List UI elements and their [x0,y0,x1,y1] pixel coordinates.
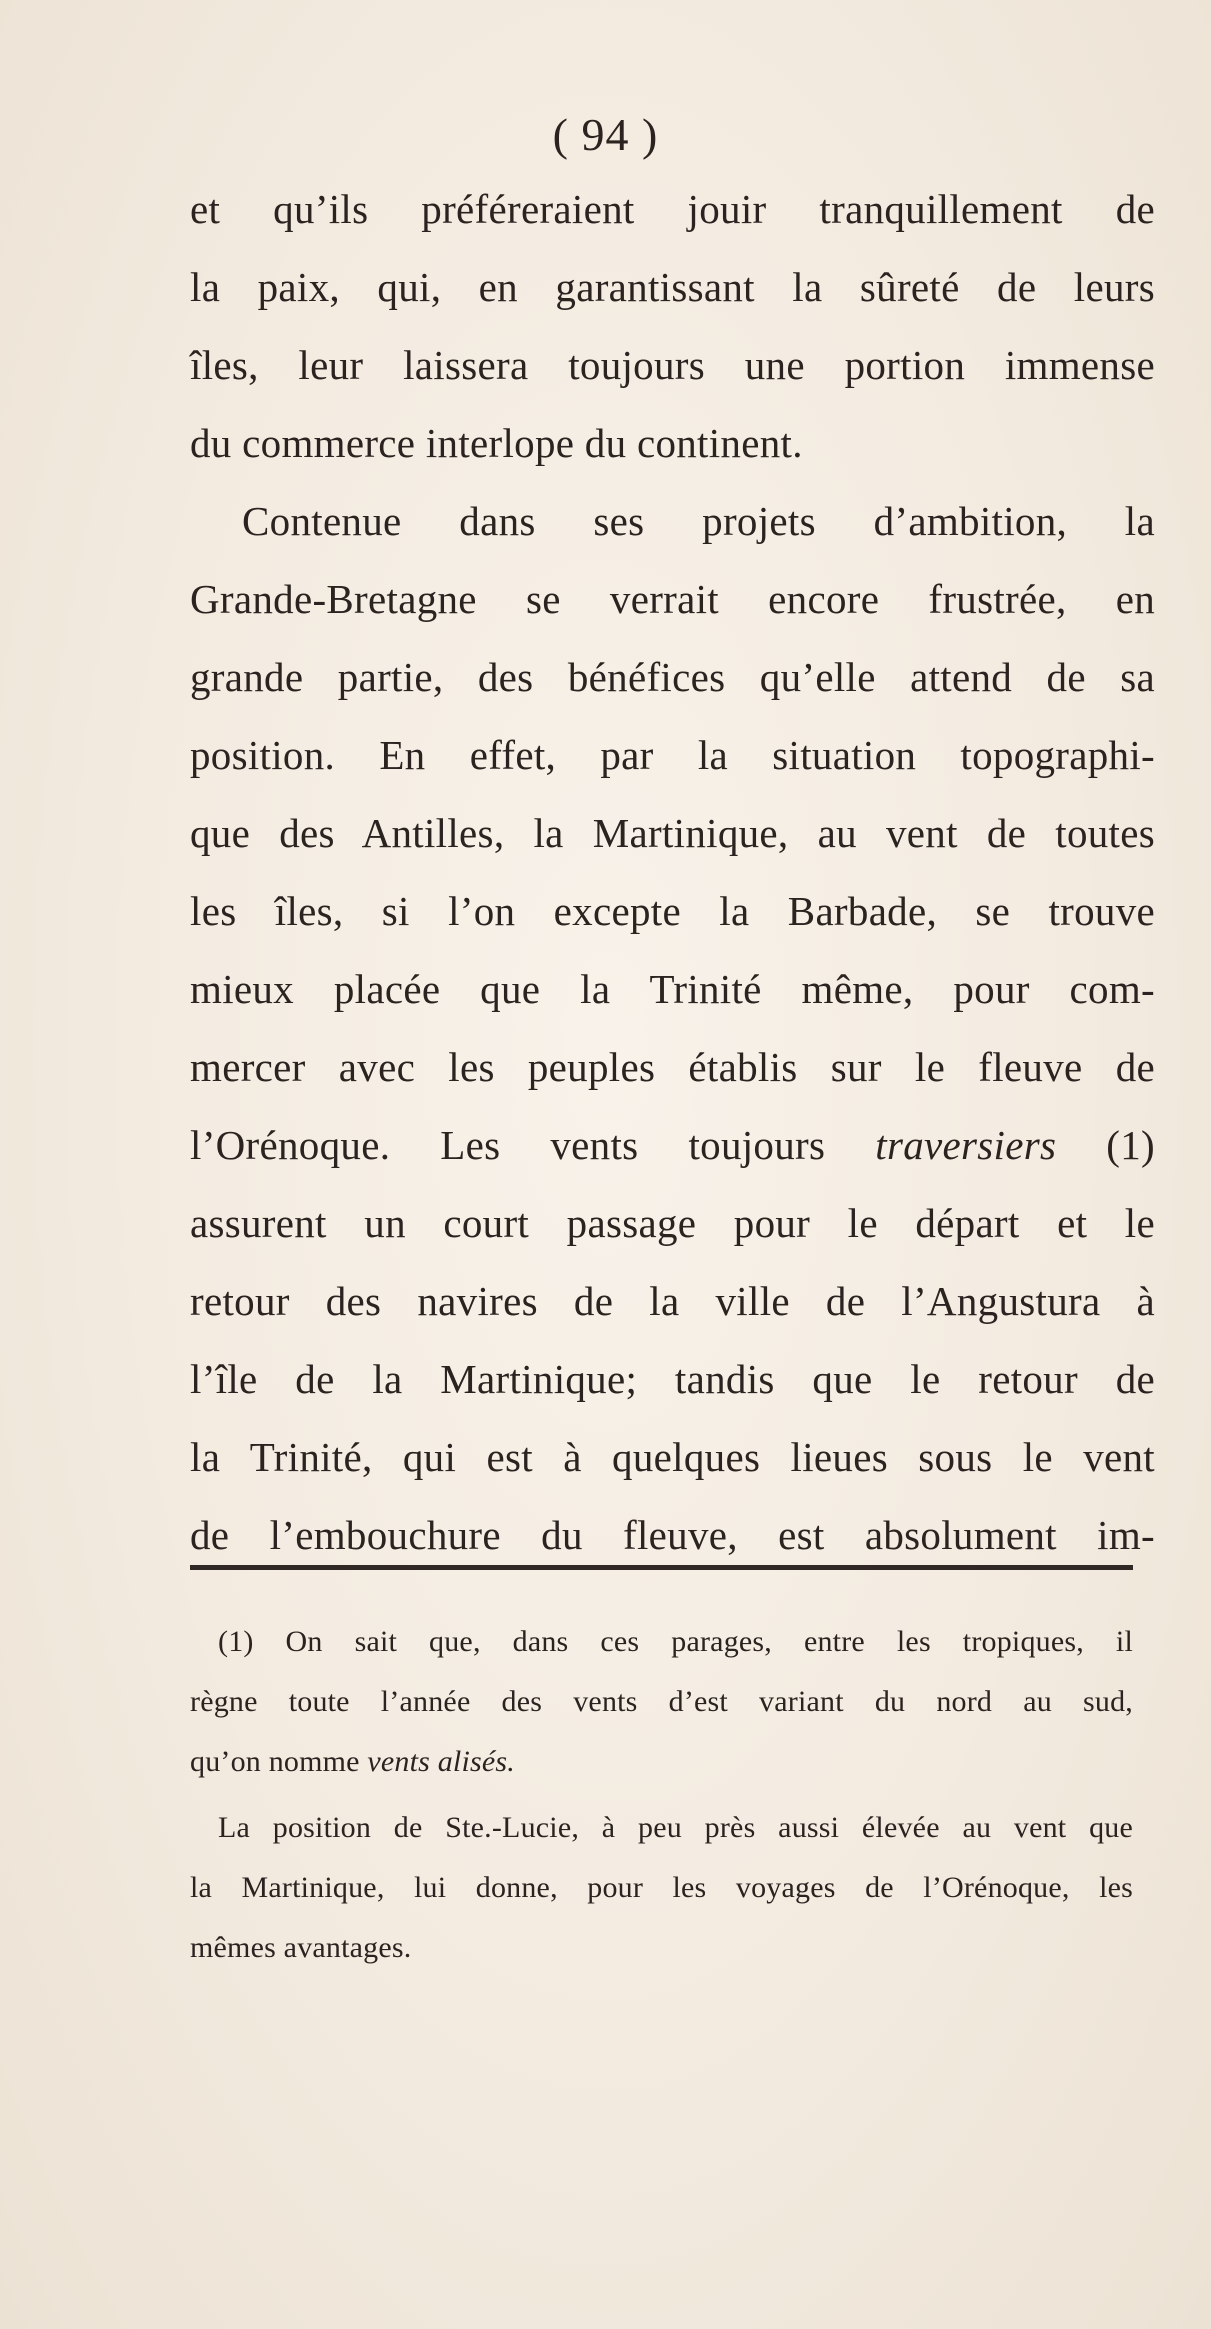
body-line-11: mieux placée que la Trinité même, pour com- [190,966,1155,1012]
body-line-13-text: l’Orénoque. Les vents toujours [190,1122,826,1168]
body-line-10: les îles, si l’on excepte la Barbade, se trouve [190,888,1155,934]
body-line-9: que des Antilles, la Martinique, au vent de toutes [190,810,1155,856]
italic-vents-alises: vents alisés. [367,1745,515,1778]
body-line-13 [190,1106,1155,1184]
footnote-line-1: (1) On sait que, dans ces parages, entre les tropiques, il [218,1625,1133,1658]
body-line-16: l’île de la Martinique; tandis que le retour de [190,1356,1155,1402]
body-line-14: assurent un court passage pour le départ et le [190,1200,1155,1246]
body-line-8: position. En effet, par la situation topographi- [190,732,1155,778]
italic-word-traversiers: traversiers [875,1122,1057,1168]
footnote-line-5: la Martinique, lui donne, pour les voyages de l’Orénoque, les [190,1871,1133,1904]
body-line-18: de l’embouchure du fleuve, est absolument im- [190,1512,1155,1558]
footnote-line-2: règne toute l’année des vents d’est variant du nord au sud, [190,1685,1133,1718]
footnote-line-3 [190,1732,1133,1792]
body-line-2: la paix, qui, en garantissant la sûreté de leurs [190,264,1155,310]
body-line-6: Grande-Bretagne se verrait encore frustrée, en [190,576,1155,622]
body-line-17: la Trinité, qui est à quelques lieues sous le vent [190,1434,1155,1480]
body-line-15: retour des navires de la ville de l’Angustura à [190,1278,1155,1324]
body-line-12: mercer avec les peuples établis sur le fleuve de [190,1044,1155,1090]
body-line-4: du commerce interlope du continent. [190,420,803,466]
footnote-line-3-text: qu’on nomme [190,1745,360,1778]
page-number: ( 94 ) [552,109,659,160]
footnote-line-6: mêmes avantages. [190,1931,412,1964]
body-line-1: et qu’ils préféreraient jouir tranquillement de [190,186,1155,232]
footnote-line-4: La position de Ste.-Lucie, à peu près aussi élevée au vent que [218,1811,1133,1844]
footnote-divider-rule [190,1565,1133,1570]
body-line-7: grande partie, des bénéfices qu’elle attend de sa [190,654,1155,700]
footnote-reference: (1) [1106,1122,1155,1168]
body-line-5: Contenue dans ses projets d’ambition, la [242,498,1155,544]
body-line-3: îles, leur laissera toujours une portion immense [190,342,1155,388]
